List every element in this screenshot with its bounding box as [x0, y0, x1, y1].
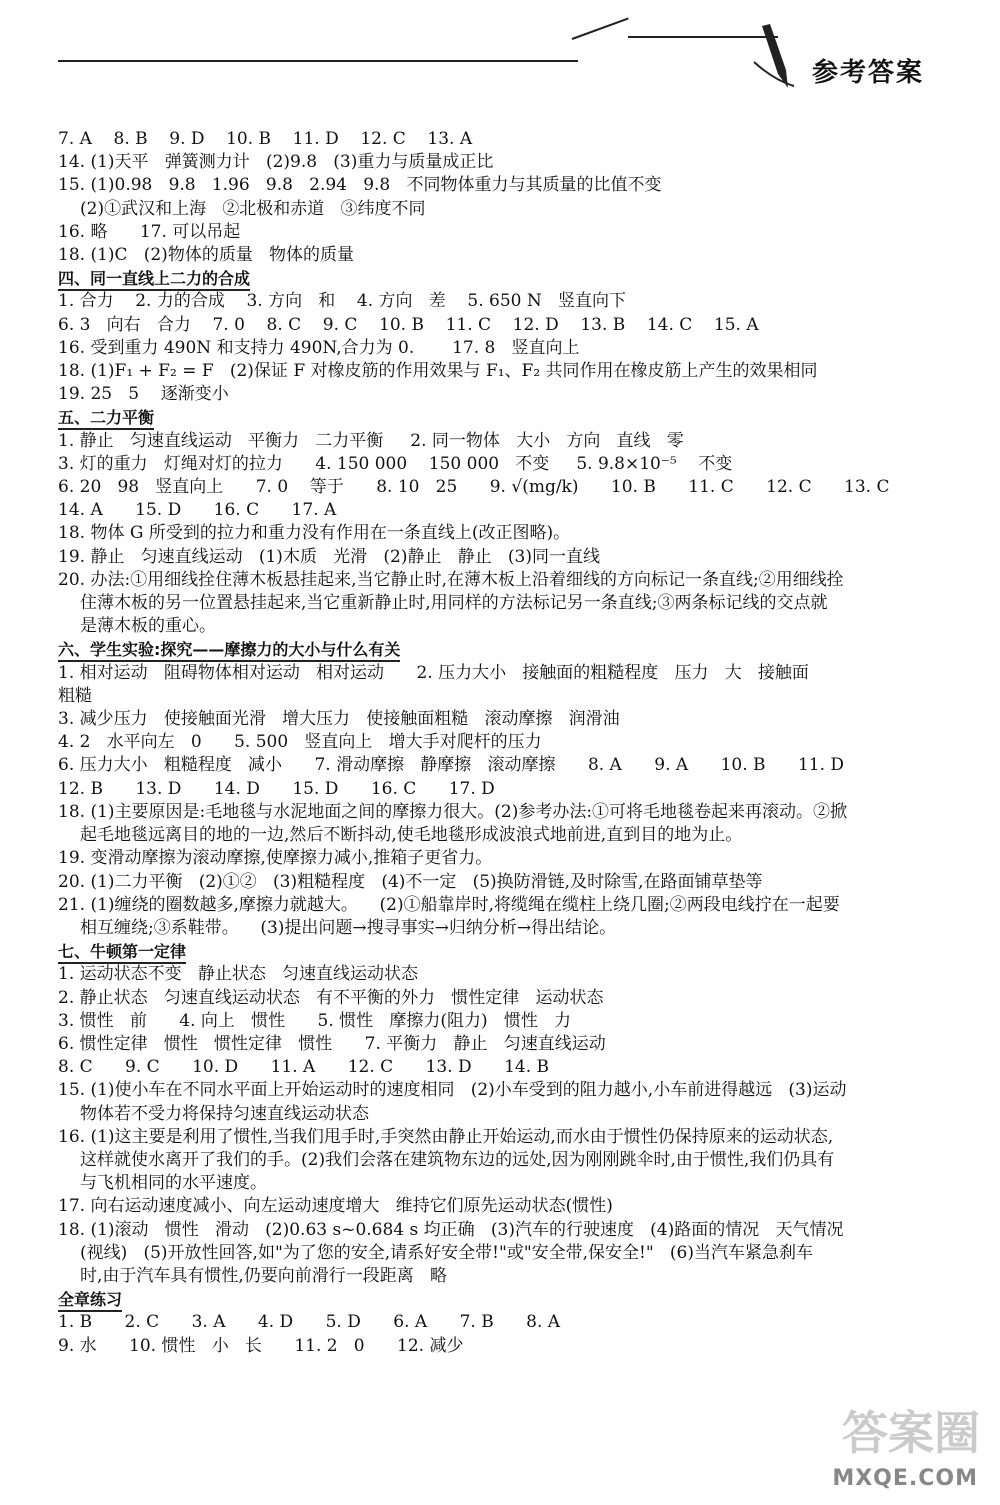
- answer-line: 起毛地毯远离目的地的一边,然后不断抖动,使毛地毯形成波浪式地前进,直到目的地为止。: [80, 825, 743, 846]
- answer-line: 19. 25 5 逐渐变小: [58, 384, 229, 405]
- answer-line: 1. 运动状态不变 静止状态 匀速直线运动状态: [58, 964, 419, 985]
- answer-line: 粗糙: [58, 685, 92, 706]
- answer-line: 与飞机相同的水平速度。: [80, 1173, 267, 1194]
- section-heading: [58, 638, 928, 661]
- section-heading: [58, 940, 928, 963]
- section-heading-text: 四、同一直线上二力的合成: [58, 269, 250, 291]
- answer-line: 8. C 9. C 10. D 11. A 12. C 13. D 14. B: [58, 1057, 550, 1078]
- section-heading-text: 六、学生实验:探究——摩擦力的大小与什么有关: [58, 640, 400, 662]
- answer-line: 16. 受到重力 490N 和支持力 490N,合力为 0. 17. 8 竖直向上: [58, 337, 580, 358]
- answer-line: 14. A 15. D 16. C 17. A: [58, 500, 337, 521]
- watermark-logo: 答案圈: [842, 1406, 980, 1460]
- answer-line: 6. 3 向右 合力 7. 0 8. C 9. C 10. B 11. C 12. D 13. B 14. C 15. A: [58, 314, 759, 335]
- answer-line: 1. B 2. C 3. A 4. D 5. D 6. A 7. B 8. A: [58, 1312, 561, 1333]
- answer-line: 1. 相对运动 阻碍物体相对运动 相对运动 2. 压力大小 接触面的粗糙程度 压力 大 接触面: [58, 662, 809, 683]
- answer-line: 18. (1)F₁ + F₂ = F (2)保证 F 对橡皮筋的作用效果与 F₁、F₂ 共同作用在橡皮筋上产生的效果相同: [58, 361, 818, 382]
- answer-line: 3. 灯的重力 灯绳对灯的拉力 4. 150 000 150 000 不变 5. 9.8×10⁻⁵ 不变: [58, 453, 733, 474]
- answer-line: 3. 惯性 前 4. 向上 惯性 5. 惯性 摩擦力(阻力) 惯性 力: [58, 1010, 572, 1031]
- answer-line: 4. 2 水平向左 0 5. 500 竖直向上 增大手对爬杆的压力: [58, 732, 542, 753]
- answer-line: 18. (1)滚动 惯性 滑动 (2)0.63 s~0.684 s 均正确 (3)汽车的行驶速度 (4)路面的情况 天气情况: [58, 1219, 844, 1240]
- answer-line: 9. 水 10. 惯性 小 长 11. 2 0 12. 减少: [58, 1335, 464, 1356]
- answer-line: 20. (1)二力平衡 (2)①② (3)粗糙程度 (4)不一定 (5)换防滑链,及时除雪,在路面铺草垫等: [58, 871, 763, 892]
- answer-line: 14. (1)天平 弹簧测力计 (2)9.8 (3)重力与质量成正比: [58, 152, 494, 173]
- answer-line: 6. 20 98 竖直向上 7. 0 等于 8. 10 25 9. √(mg/k) 10. B 11. C 12. C 13. C: [58, 477, 890, 498]
- answer-line: 1. 静止 匀速直线运动 平衡力 二力平衡 2. 同一物体 大小 方向 直线 零: [58, 430, 684, 451]
- answer-line: 物体若不受力将保持匀速直线运动状态: [80, 1103, 369, 1124]
- answer-line: (2)①武汉和上海 ②北极和赤道 ③纬度不同: [80, 198, 426, 219]
- pen-icon: [748, 22, 808, 92]
- answer-line: 12. B 13. D 14. D 15. D 16. C 17. D: [58, 778, 495, 799]
- answer-line: 19. 变滑动摩擦为滚动摩擦,使摩擦力减小,推箱子更省力。: [58, 848, 493, 869]
- page-title: 参考答案: [812, 58, 925, 88]
- answer-line: 住薄木板的另一位置悬挂起来,当它重新静止时,用同样的方法标记另一条直线;③两条标记线的交点就: [80, 593, 828, 614]
- section-heading: [58, 1288, 928, 1311]
- answer-line: 15. (1)0.98 9.8 1.96 9.8 2.94 9.8 不同物体重力与其质量的比值不变: [58, 175, 662, 196]
- answer-line: 7. A 8. B 9. D 10. B 11. D 12. C 13. A: [58, 129, 473, 149]
- answer-line: 2. 静止状态 匀速直线运动状态 有不平衡的外力 惯性定律 运动状态: [58, 987, 604, 1008]
- answer-line: 18. (1)主要原因是:毛地毯与水泥地面之间的摩擦力很大。(2)参考办法:①可将毛地毯卷起来再滚动。②掀: [58, 801, 848, 822]
- section-heading-text: 七、牛顿第一定律: [58, 942, 186, 964]
- answer-content: [58, 128, 928, 1358]
- answer-line: 16. 略 17. 可以吊起: [58, 221, 241, 242]
- answer-line: 15. (1)使小车在不同水平面上开始运动时的速度相同 (2)小车受到的阻力越小,小车前进得越远 (3)运动: [58, 1080, 847, 1101]
- answer-line: 16. (1)这主要是利用了惯性,当我们甩手时,手突然由静止开始运动,而水由于惯性仍保持原来的运动状态,: [58, 1126, 834, 1147]
- answer-line: 19. 静止 匀速直线运动 (1)木质 光滑 (2)静止 静止 (3)同一直线: [58, 546, 600, 567]
- section-heading-text: 五、二力平衡: [58, 408, 154, 430]
- answer-line: 是薄木板的重心。: [80, 616, 216, 637]
- answer-line: 18. (1)C (2)物体的质量 物体的质量: [58, 245, 355, 266]
- answer-line: 18. 物体 G 所受到的拉力和重力没有作用在一条直线上(改正图略)。: [58, 523, 571, 544]
- header-rule-slant: [572, 18, 629, 40]
- section-heading: [58, 406, 928, 429]
- answer-line: 时,由于汽车具有惯性,仍要向前滑行一段距离 略: [80, 1265, 448, 1286]
- answer-line: 6. 惯性定律 惯性 惯性定律 惯性 7. 平衡力 静止 匀速直线运动: [58, 1033, 606, 1054]
- answer-line: 相互缠绕;③系鞋带。 (3)提出问题→搜寻事实→归纳分析→得出结论。: [80, 917, 617, 938]
- answer-line: 20. 办法:①用细线拴住薄木板悬挂起来,当它静止时,在薄木板上沿着细线的方向标记一条直线;②用细线拴: [58, 569, 844, 590]
- answer-line: 这样就使水离开了我们的手。(2)我们会落在建筑物东边的远处,因为刚刚跳伞时,由于惯性,我们仍具有: [80, 1149, 835, 1170]
- answer-line: 1. 合力 2. 力的合成 3. 方向 和 4. 方向 差 5. 650 N 竖直向下: [58, 291, 626, 312]
- section-heading-text: 全章练习: [58, 1290, 122, 1312]
- answer-line: 6. 压力大小 粗糙程度 减小 7. 滑动摩擦 静摩擦 滚动摩擦 8. A 9. A 10. B 11. D: [58, 755, 845, 776]
- answer-line: (视线) (5)开放性回答,如"为了您的安全,请系好安全带!"或"安全带,保安全!" (6)当汽车紧急刹车: [80, 1242, 813, 1263]
- section-heading: [58, 267, 928, 290]
- header-rule: [58, 60, 578, 62]
- answer-line: 21. (1)缠绕的圈数越多,摩擦力就越大。 (2)①船靠岸时,将缆绳在缆柱上绕几圈;②两段电线拧在一起要: [58, 894, 840, 915]
- answer-line: 17. 向右运动速度减小、向左运动速度增大 维持它们原先运动状态(惯性): [58, 1196, 613, 1217]
- answer-line: 3. 减少压力 使接触面光滑 增大压力 使接触面粗糙 滚动摩擦 润滑油: [58, 709, 620, 730]
- watermark-text: MXQE.COM: [832, 1466, 978, 1491]
